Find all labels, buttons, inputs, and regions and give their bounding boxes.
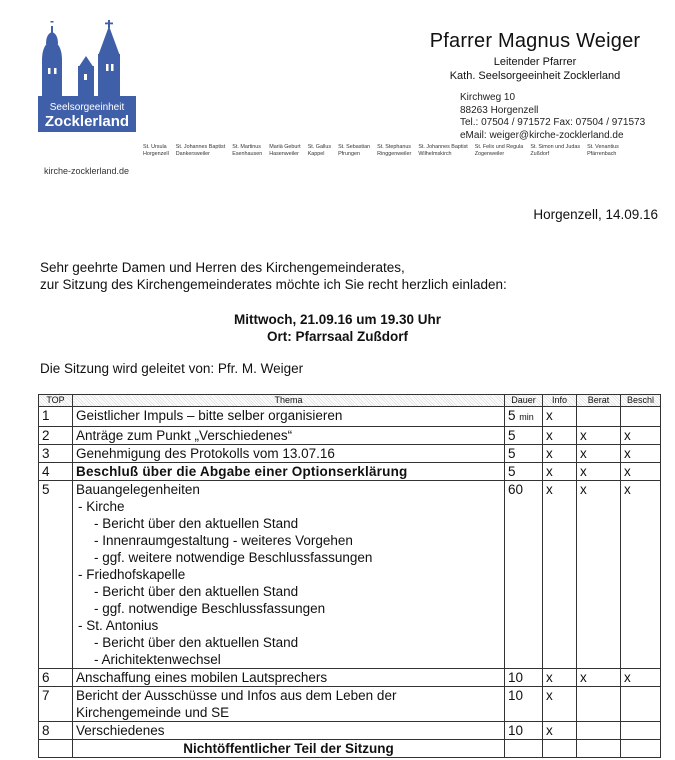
logo-spire: [98, 26, 120, 56]
address-email: eMail: weiger@kirche-zocklerland.de: [460, 129, 624, 141]
sender-unit: Kath. Seelsorgeeinheit Zocklerland: [449, 70, 621, 82]
sender-block: [415, 30, 655, 82]
address-street: Kirchweg 10: [460, 92, 516, 103]
parish-item: St. Johannes Baptist Dankersweiler: [175, 144, 226, 157]
parish-item: St. Simon und Judas Zußdorf: [530, 144, 581, 157]
logo-website: kirche-zocklerland.de: [44, 166, 130, 176]
agenda-subitem: - St. Antonius: [78, 618, 159, 633]
meeting-date: Mittwoch, 21.09.16 um 19.30 Uhr: [233, 312, 442, 327]
salutation: [40, 259, 507, 293]
header-thema: Thema: [73, 395, 505, 407]
header-beschl: Beschl: [621, 395, 661, 407]
parish-item: Mariä Geburt Hasenweiler: [269, 144, 301, 157]
agenda-item-title: Bauangelegenheiten: [76, 482, 200, 497]
table-row: 5 Bauangelegenheiten - Kirche - Bericht über den aktuellen Stand - Innenraumgestaltung - weiteres Vorgehen - ggf. weitere notwendige Beschlussfassungen - Friedhofskapelle - Bericht über den aktuellen Stand - ggf. notwendige Beschlussfassungen - St. Antonius - Bericht über den aktuellen Stand - Arichitektenwechsel 60 x x x: [39, 481, 661, 669]
agenda-subitem: - Bericht über den aktuellen Stand: [94, 516, 299, 531]
address-phone: Tel.: 07504 / 971572 Fax: 07504 / 971573: [460, 117, 646, 128]
agenda-subitem: - Arichitektenwechsel: [94, 652, 221, 667]
parish-item: St. Felix und Regula Zogenweiler: [474, 144, 524, 157]
address-city: 88263 Horgenzell: [460, 104, 539, 116]
table-row: 8 Verschiedenes 10 x: [39, 722, 661, 740]
header-info: Info: [543, 395, 577, 407]
parish-item: St. Gallus Kappel: [307, 144, 332, 157]
parish-item: St. Sebastian Pfrungen: [338, 144, 371, 157]
table-row: 1 Geistlicher Impuls – bitte selber organisieren 5 min x: [39, 407, 661, 427]
header-dauer: Dauer: [505, 395, 543, 407]
parish-list: [143, 144, 663, 158]
logo-right-tower: [98, 54, 120, 98]
parish-item: St. Martinus Esenhausen: [232, 144, 263, 157]
parish-item: St. Venantius Pfärrenbach: [587, 144, 619, 157]
agenda-subitem: - Friedhofskapelle: [78, 567, 186, 582]
meeting-chair: Die Sitzung wird geleitet von: Pfr. M. Weiger: [40, 361, 304, 376]
parish-item: St. Stephanus Ringgenweiler: [377, 144, 412, 157]
agenda-subitem: - ggf. notwendige Beschlussfassungen: [94, 601, 326, 616]
meeting-place: Ort: Pfarrsaal Zußdorf: [266, 329, 409, 344]
parish-item: St. Johannes Baptist Wilhelmskirch: [418, 144, 468, 157]
table-row: 7 Bericht der Ausschüsse und Infos aus dem Leben der Kirchengemeinde und SE 10 x: [39, 687, 661, 722]
agenda-subitem: - Bericht über den aktuellen Stand: [94, 584, 299, 599]
agenda-subitem: - Innenraumgestaltung - weiteres Vorgehen: [94, 533, 353, 548]
agenda-subitem: - Kirche: [78, 499, 125, 514]
non-public-row: [39, 740, 661, 758]
agenda-table: [38, 394, 661, 758]
logo-text-line1: Seelsorgeeinheit: [49, 102, 125, 113]
table-row: 2 Anträge zum Punkt „Verschiedenes“ 5 x x x: [39, 427, 661, 445]
logo-text-line2: Zocklerland: [44, 113, 130, 130]
sender-role: Leitender Pfarrer: [493, 56, 577, 68]
place-date: Horgenzell, 14.09.16: [533, 207, 658, 222]
agenda-subitem: - ggf. weitere notwendige Beschlussfassungen: [94, 550, 373, 565]
parish-item: St. Ursula Horgenzell: [143, 144, 169, 157]
table-header-row: [39, 395, 661, 407]
parish-logo: [38, 20, 136, 132]
header-top: TOP: [39, 395, 73, 407]
header-berat: Berat: [577, 395, 621, 407]
meeting-info: [0, 311, 675, 345]
salutation-line-1: Sehr geehrte Damen und Herren des Kirchengemeinderates,: [40, 260, 405, 275]
non-public-heading: Nichtöffentlicher Teil der Sitzung: [73, 740, 505, 758]
table-row: 3 Genehmigung des Protokolls vom 13.07.16 5 x x x: [39, 445, 661, 463]
sender-address: [460, 92, 645, 142]
salutation-line-2: zur Sitzung des Kirchengemeinderates möchte ich Sie recht herzlich einladen:: [40, 277, 507, 292]
logo-left-tower: [42, 58, 62, 98]
sender-name: Pfarrer Magnus Weiger: [429, 30, 641, 52]
table-row: 6 Anschaffung eines mobilen Lautsprechers 10 x x x: [39, 669, 661, 687]
table-row: 4 Beschluß über die Abgabe einer Optionserklärung 5 x x x: [39, 463, 661, 481]
agenda-subitem: - Bericht über den aktuellen Stand: [94, 635, 299, 650]
